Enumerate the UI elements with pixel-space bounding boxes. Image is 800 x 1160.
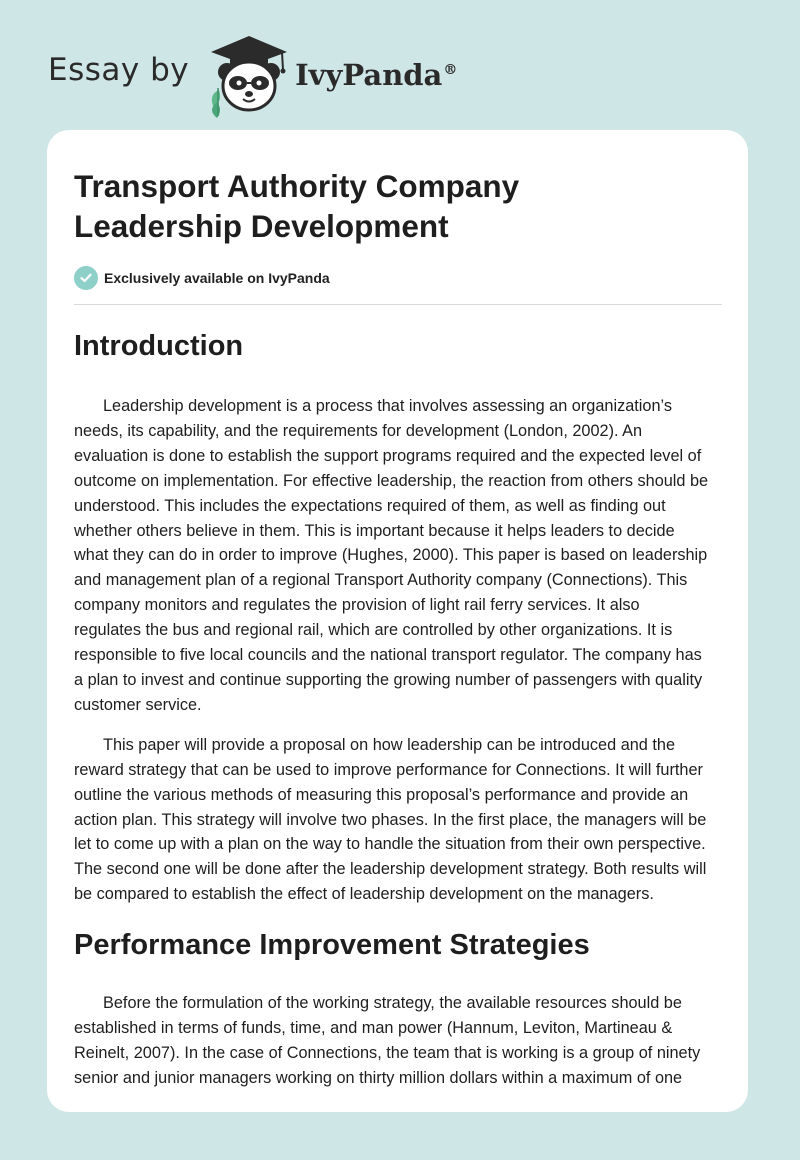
exclusive-badge-text: Exclusively available on IvyPanda [104, 270, 330, 286]
brand-prefix: Essay by [48, 52, 190, 88]
check-circle-icon [74, 266, 98, 290]
brand-header [48, 28, 457, 118]
brand-name: IvyPanda® [295, 58, 458, 92]
paragraph: Leadership development is a process that involves assessing an organization’s needs, its capability, and the requirements for development (London, 2002). An evaluation is done to establish the support programs required and the expected level of outcome on implementation. For effective leadership, the reaction from others should be understood. This includes the expectations required of them, as well as finding out whether others believe in them. This is important because it helps leaders to decide what they can do in order to improve (Hughes, 2000). This paper is based on leadership and management plan of a regional Transport Authority company (Connections). This company monitors and regulates the provision of light rail ferry services. It also regulates the bus and regional rail, which are controlled by other organizations. It is responsible to five local councils and the national transport regulator. The company has a plan to invest and continue supporting the growing number of passengers with quality customer service. [74, 397, 709, 714]
article-title: Transport Authority Company Leadership Development [74, 168, 520, 244]
paragraph: Before the formulation of the working strategy, the available resources should be established in terms of funds, time, and man power (Hannum, Leviton, Martineau & Reinelt, 2007). In the case of Connections, the team that is working is a group of ninety senior and junior managers working on thirty million dollars within a maximum of one [74, 994, 701, 1087]
title-divider [74, 304, 722, 305]
section-heading-introduction: Introduction [74, 330, 244, 362]
panda-graduate-logo-icon [203, 28, 295, 118]
paragraph: This paper will provide a proposal on how leadership can be introduced and the reward strategy that can be used to improve performance for Connections. It will further outline the various methods of measuring this proposal’s performance and provide an action plan. This strategy will involve two phases. In the first place, the managers will be let to come up with a plan on the way to handle the situation from their own perspective. The second one will be done after the leadership development strategy. Both results will be compared to establish the effect of leadership development on the managers. [74, 735, 707, 904]
exclusive-badge [74, 266, 722, 290]
article-card [47, 130, 748, 1112]
section-heading-performance-improvement: Performance Improvement Strategies [74, 929, 590, 962]
